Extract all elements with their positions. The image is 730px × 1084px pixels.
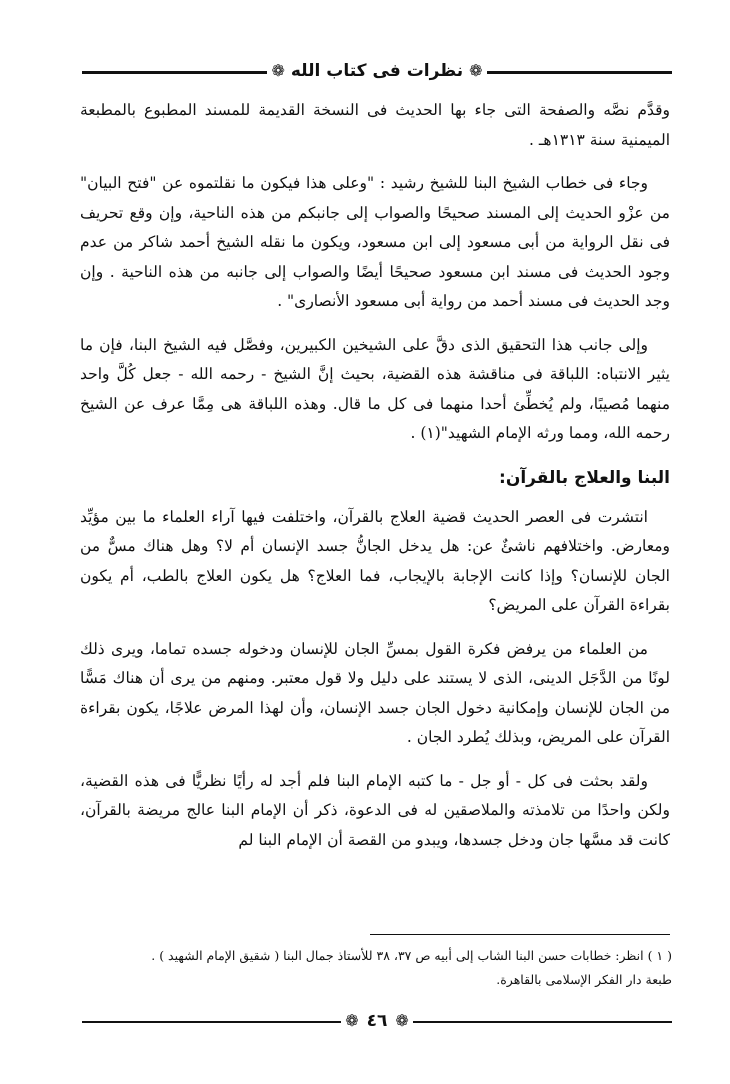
ornament-flower-icon: ❁ [345, 1011, 359, 1030]
footer-rule-left [82, 1021, 341, 1023]
paragraph: وإلى جانب هذا التحقيق الذى دقَّ على الشيخين الكبيرين، وفصَّل فيه الشيخ البنا، فإن ما يثير الانتباه: اللباقة فى مناقشة هذه القضية، بحيث إنَّ الشيخ - رحمه الله - جعل كُلَّ واحد منهما مُصيبًا، ولم يُخطِّئ أحدا منهما فى كل ما قال. وهذه اللباقة هى مِمَّا عرف عن الشيخ رحمه الله، ومما ورثه الإمام الشهيد"(١) . [80, 335, 670, 442]
paragraph: انتشرت فى العصر الحديث قضية العلاج بالقرآن، واختلفت فيها آراء العلماء ما بين مؤيِّد ومعارض. واختلافهم ناشئٌ عن: هل يدخل الجانُّ جسد الإنسان أم لا؟ وهل هناك مسٌّ من الجان للإنسان؟ وإذا كانت الإجابة بالإيجاب، فما العلاج؟ هل يكون العلاج بالطب، أم يكون بقراءة القرآن على المريض؟ [80, 507, 670, 614]
footnote [80, 944, 672, 992]
paragraph: ولقد بحثت فى كل - أو جل - ما كتبه الإمام البنا فلم أجد له رأيًا نظريًّا فى هذه القضية، ولكن واحدًا من تلامذته والملاصقين له فى الدعوة، ذكر أن الإمام البنا عالج مريضة بالقرآن، كانت قد مسَّها جان ودخل جسدها، ويبدو من القصة أن الإمام البنا لم [80, 771, 670, 849]
page-number: ٤٦ [366, 1011, 388, 1031]
main-text [80, 96, 670, 869]
footnote-line: طبعة دار الفكر الإسلامى بالقاهرة. [496, 972, 672, 987]
ornament-flower-icon: ❁ [395, 1011, 409, 1030]
footnote-line: ( ١ ) انظر: خطابات حسن البنا الشاب إلى أبيه ص ٣٧، ٣٨ للأستاذ جمال البنا ( شقيق الإمام الشهيد ) . [151, 948, 672, 963]
page-header [82, 56, 672, 86]
footnote-separator [370, 934, 670, 935]
page-footer [82, 1008, 672, 1034]
running-title: نظرات فى كتاب الله [290, 61, 464, 81]
section-heading: البنا والعلاج بالقرآن: [499, 467, 670, 488]
paragraph: من العلماء من يرفض فكرة القول بمسِّ الجان للإنسان ودخوله جسده تماما، ويرى ذلك لونًا من الدَّجَل الدينى، الذى لا يستند على دليل ولا قول معتبر. ومنهم من يرى أن هناك مَسًّا من الجان للإنسان وإمكانية دخول الجان جسد الإنسان، وأن لهذا المرض علاجًا، يكون بقراءة القرآن على المريض، وبذلك يُطرد الجان . [80, 639, 670, 746]
paragraph: وجاء فى خطاب الشيخ البنا للشيخ رشيد : "وعلى هذا فيكون ما نقلتموه عن "فتح البيان" من عزْو الحديث إلى المسند صحيحًا والصواب إلى جانبكم من هذه الناحية، وإن وقع تحريف فى نقل الرواية من أبى مسعود إلى ابن مسعود، ويكون ما نقله الشيخ أحمد شاكر من عدم وجود الحديث فى مسند ابن مسعود صحيحًا أيضًا والصواب إلى جانبه من هذه الناحية . وإن وجد الحديث فى مسند أحمد من رواية أبى مسعود الأنصارى" . [80, 174, 670, 310]
header-rule-left [82, 71, 267, 74]
paragraph: وقدَّم نصَّه والصفحة التى جاء بها الحديث فى النسخة القديمة للمسند المطبوع بالمطبعة الميمنية سنة ١٣١٣هـ . [80, 101, 670, 149]
footer-rule-right [413, 1021, 672, 1023]
header-rule-right [487, 71, 672, 74]
ornament-flower-icon: ❁ [271, 61, 285, 80]
ornament-flower-icon: ❁ [469, 61, 483, 80]
